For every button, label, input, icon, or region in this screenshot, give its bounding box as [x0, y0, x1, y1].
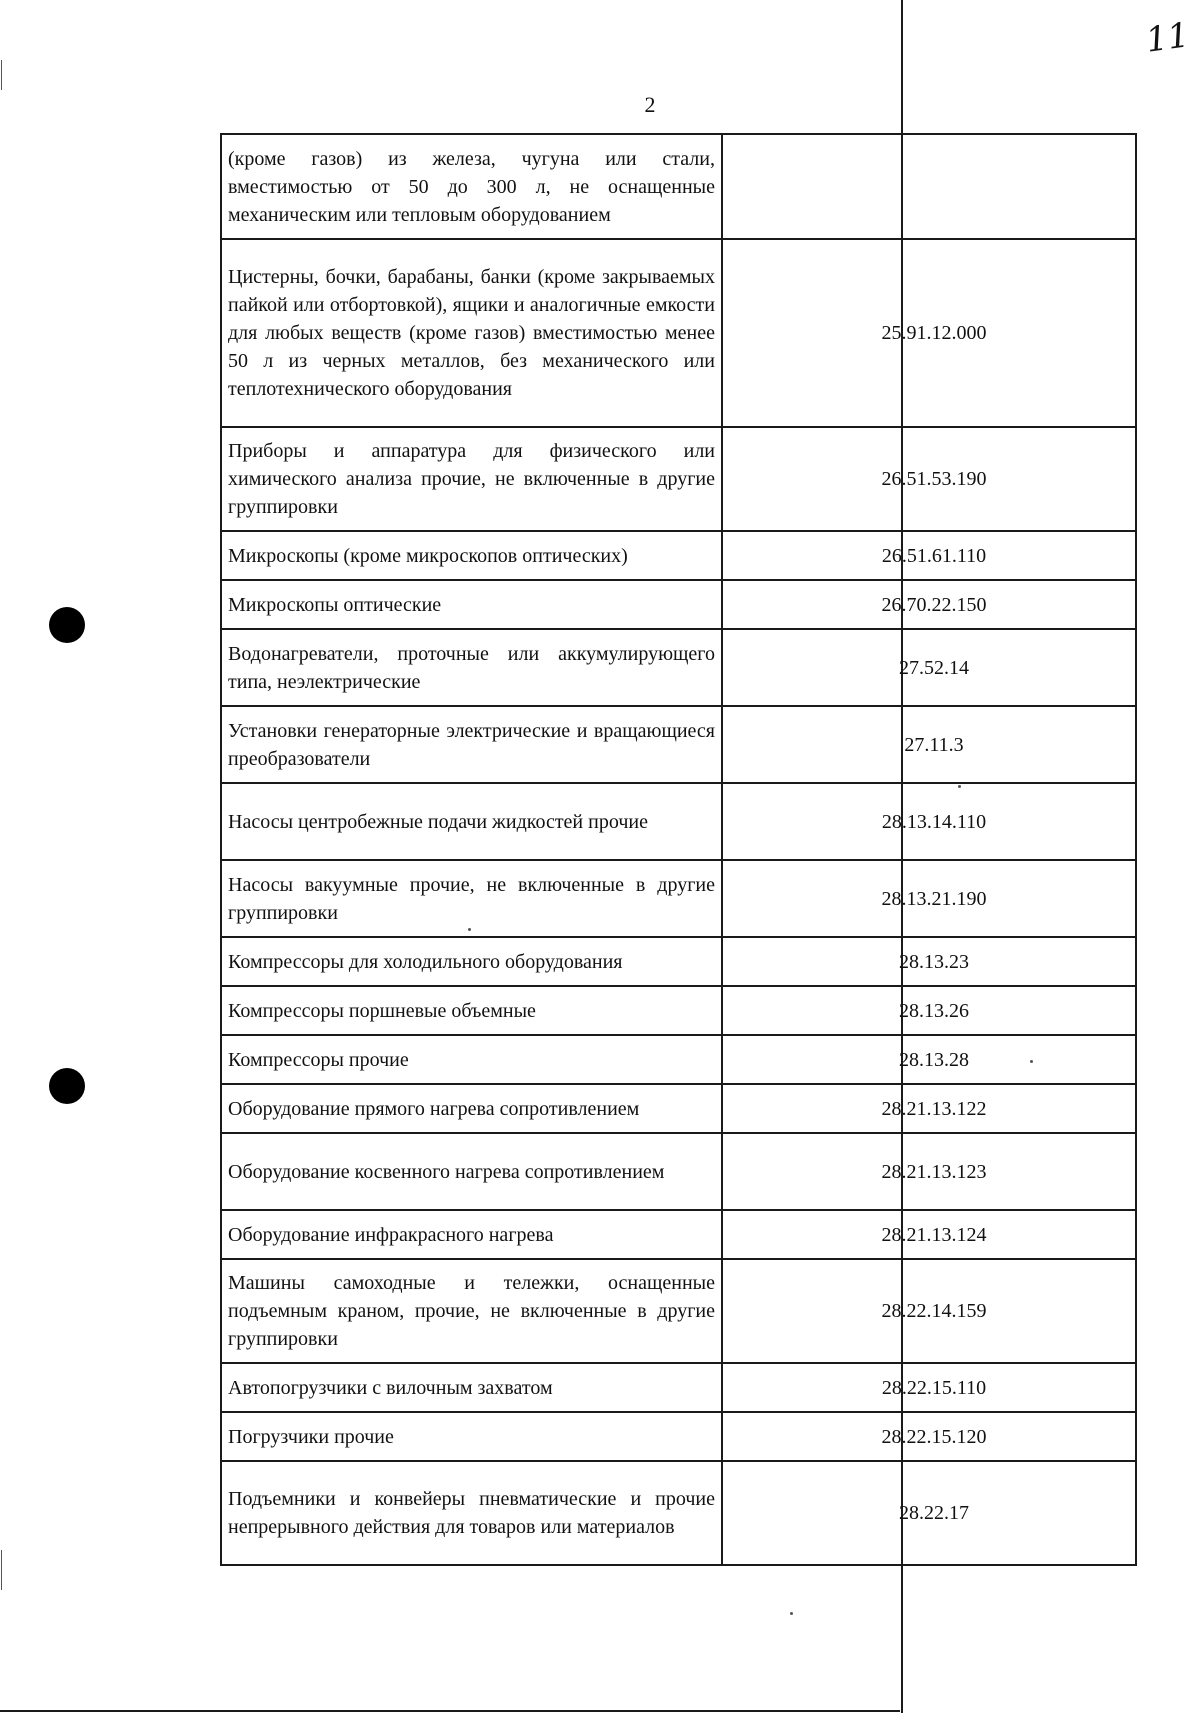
- product-name: (кроме газов) из железа, чугуна или стали, вместимостью от 50 до 300 л, не оснащенные механическим или тепловым оборудованием: [221, 134, 722, 239]
- table-row: [221, 783, 1136, 860]
- table-row: [221, 706, 1136, 783]
- product-name: Цистерны, бочки, барабаны, банки (кроме закрываемых пайкой или отбортовкой), ящики и аналогичные емкости для любых веществ (кроме газов) вместимостью менее 50 л из черных металлов, без механического или теплотехнического оборудования: [221, 239, 722, 427]
- table-row: [221, 629, 1136, 706]
- product-name: Приборы и аппаратура для физического или химического анализа прочие, не включенные в другие группировки: [221, 427, 722, 531]
- table-row: [221, 860, 1136, 937]
- scan-edge-mark: [1, 60, 2, 90]
- table-row: [221, 1461, 1136, 1565]
- okpd-code: [722, 134, 1136, 239]
- okpd-code: 26.51.53.190: [722, 427, 1136, 531]
- product-name: Водонагреватели, проточные или аккумулирующего типа, неэлектрические: [221, 629, 722, 706]
- table-row: [221, 986, 1136, 1035]
- okpd-code: 27.52.14: [722, 629, 1136, 706]
- table-row: [221, 1084, 1136, 1133]
- table-row: [221, 1363, 1136, 1412]
- product-name: Подъемники и конвейеры пневматические и прочие непрерывного действия для товаров или материалов: [221, 1461, 722, 1565]
- table-row: [221, 937, 1136, 986]
- product-name: Машины самоходные и тележки, оснащенные подъемным краном, прочие, не включенные в другие группировки: [221, 1259, 722, 1363]
- okpd-code: 28.22.17: [722, 1461, 1136, 1565]
- okpd-code: 26.70.22.150: [722, 580, 1136, 629]
- punch-hole: [49, 1068, 85, 1104]
- okpd-code: 28.22.15.120: [722, 1412, 1136, 1461]
- scan-edge-mark: [1, 1550, 2, 1590]
- table-row: [221, 1210, 1136, 1259]
- products-codes-table: [220, 133, 1137, 1566]
- table-row: [221, 134, 1136, 239]
- okpd-code: 28.13.28: [722, 1035, 1136, 1084]
- scan-bottom-line: [0, 1710, 900, 1712]
- okpd-code: 28.22.15.110: [722, 1363, 1136, 1412]
- product-name: Оборудование прямого нагрева сопротивлением: [221, 1084, 722, 1133]
- table-row: [221, 1259, 1136, 1363]
- okpd-code: 27.11.3: [722, 706, 1136, 783]
- product-name: Насосы вакуумные прочие, не включенные в другие группировки: [221, 860, 722, 937]
- product-name: Насосы центробежные подачи жидкостей прочие: [221, 783, 722, 860]
- handwritten-sheet-number: 11: [1143, 15, 1192, 61]
- product-name: Микроскопы оптические: [221, 580, 722, 629]
- page-number: 2: [644, 92, 656, 117]
- table-row: [221, 239, 1136, 427]
- okpd-code: 25.91.12.000: [722, 239, 1136, 427]
- product-name: Оборудование инфракрасного нагрева: [221, 1210, 722, 1259]
- table-row: [221, 427, 1136, 531]
- okpd-code: 28.21.13.123: [722, 1133, 1136, 1210]
- okpd-code: 28.13.23: [722, 937, 1136, 986]
- okpd-code: 28.13.21.190: [722, 860, 1136, 937]
- okpd-code: 28.21.13.124: [722, 1210, 1136, 1259]
- product-name: Микроскопы (кроме микроскопов оптических): [221, 531, 722, 580]
- table-row: [221, 1035, 1136, 1084]
- table-row: [221, 531, 1136, 580]
- product-name: Компрессоры для холодильного оборудования: [221, 937, 722, 986]
- product-name: Компрессоры поршневые объемные: [221, 986, 722, 1035]
- product-name: Оборудование косвенного нагрева сопротивлением: [221, 1133, 722, 1210]
- punch-hole: [49, 607, 85, 643]
- scan-speck: [790, 1612, 793, 1615]
- table-row: [221, 1133, 1136, 1210]
- table-row: [221, 1412, 1136, 1461]
- product-name: Автопогрузчики с вилочным захватом: [221, 1363, 722, 1412]
- product-name: Погрузчики прочие: [221, 1412, 722, 1461]
- product-name: Установки генераторные электрические и вращающиеся преобразователи: [221, 706, 722, 783]
- okpd-code: 28.21.13.122: [722, 1084, 1136, 1133]
- okpd-code: 26.51.61.110: [722, 531, 1136, 580]
- table-row: [221, 580, 1136, 629]
- okpd-code: 28.22.14.159: [722, 1259, 1136, 1363]
- product-name: Компрессоры прочие: [221, 1035, 722, 1084]
- okpd-code: 28.13.14.110: [722, 783, 1136, 860]
- okpd-code: 28.13.26: [722, 986, 1136, 1035]
